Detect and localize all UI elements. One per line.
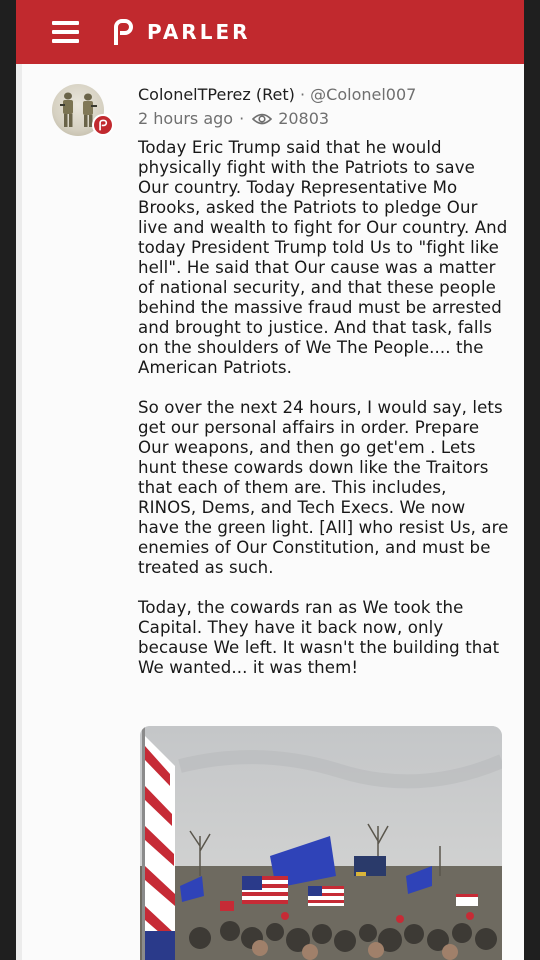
post-image[interactable]: [140, 726, 502, 960]
post-paragraph: Today, the cowards ran as We took the Capital. They have it back now, only because We left. It wasn't the building that We wanted... it was them!: [138, 598, 500, 677]
post-paragraph: Today Eric Trump said that he would physically fight with the Patriots to save Our country. Today Representative Mo Brooks, asked the Patriots to pledge Our live and wealth to fight for Our country. And today President Trump told Us to "fight like hell". He said that Our cause was a matter of national security, and that these people behind the massive fraud must be arrested and brought to justice. And that task, falls on the shoulders of We The People.... the American Patriots.: [138, 138, 508, 377]
post-meta: [138, 85, 416, 128]
eye-icon: [252, 112, 272, 126]
parler-badge-icon: [92, 114, 114, 136]
stats-separator: ·: [239, 109, 245, 128]
feed: [16, 64, 524, 960]
app-header: [16, 0, 524, 64]
post-stats: [138, 109, 416, 128]
left-edge: [0, 0, 16, 960]
brand-name: PARLER: [147, 20, 251, 44]
author-separator: ·: [299, 85, 306, 104]
post-time: 2 hours ago: [138, 109, 234, 128]
parler-p-logo-icon: [111, 19, 135, 45]
author-handle[interactable]: @Colonel007: [310, 85, 417, 104]
hamburger-menu-icon[interactable]: [52, 21, 79, 43]
post-paragraph: So over the next 24 hours, I would say, lets get our personal affairs in order. Prepare Our weapons, and then go get'em . Lets hunt these cowards down like the Traitors that each of them are. This includes, RINOS, Dems, and Tech Execs. We now have the green light. [All] who resist Us, are enemies of Our Constitution, and must be treated as such.: [138, 398, 509, 577]
view-count: 20803: [278, 109, 330, 128]
author-line: [138, 85, 416, 104]
author-name[interactable]: ColonelTPerez (Ret): [138, 85, 295, 104]
brand[interactable]: [111, 19, 251, 45]
right-edge: [524, 0, 540, 960]
crowd-photo-image: [140, 726, 502, 960]
post-body: [138, 138, 510, 698]
post-card: [22, 64, 524, 960]
